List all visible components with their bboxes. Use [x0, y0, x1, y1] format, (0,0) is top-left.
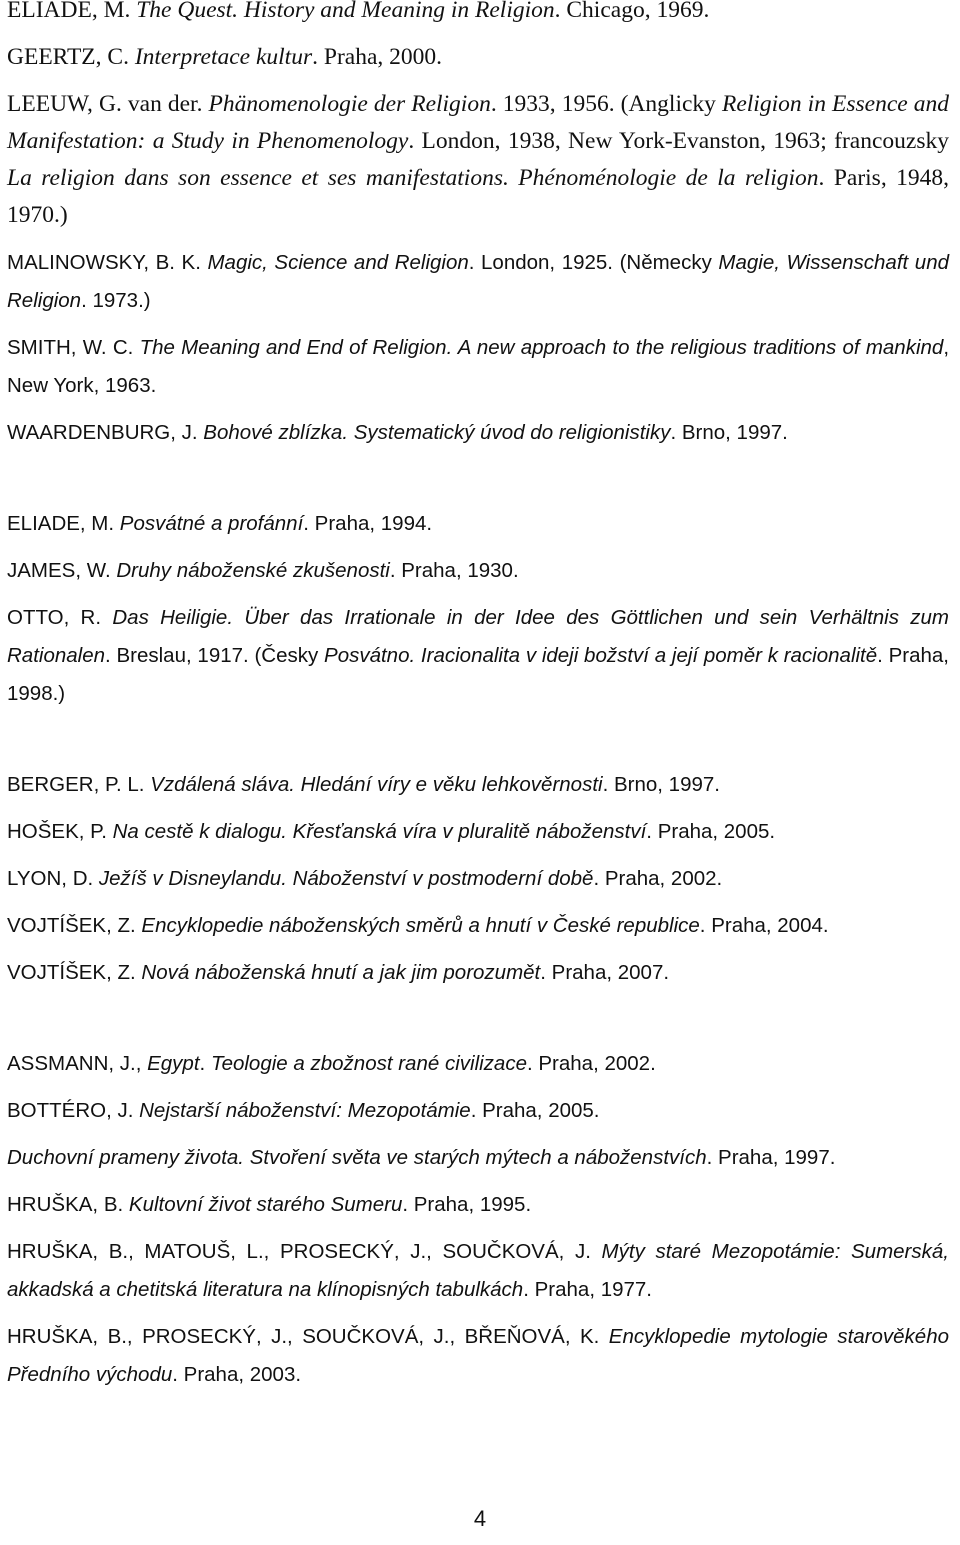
entry-title-italic: Ježíš v Disneylandu. Náboženství v postmoderní době — [98, 867, 594, 890]
entry-title-italic: Druhy náboženské zkušenosti — [116, 559, 390, 582]
group-separator — [7, 722, 949, 766]
entry-title-italic: Encyklopedie náboženských směrů a hnutí v České republice — [141, 914, 700, 937]
bibliography-entry — [7, 1092, 949, 1130]
entry-text: BOTTÉRO, J. — [7, 1099, 140, 1122]
entry-title-italic: Vzdálená sláva. Hledání víry e věku lehkověrnosti — [150, 773, 603, 796]
bibliography-entry — [7, 813, 949, 851]
entry-text: . Praha, 1997. — [706, 1146, 836, 1169]
entry-text: HRUŠKA, B. — [7, 1193, 129, 1216]
bibliography-entry — [7, 86, 949, 234]
entry-text: . Praha, 2002. — [526, 1052, 656, 1075]
bibliography-entry — [7, 860, 949, 898]
entry-text: . Praha, 1930. — [389, 559, 519, 582]
bibliography-group — [7, 1045, 949, 1394]
entry-title-italic: Encyklopedie mytologie starověkého Předního východu — [7, 1325, 950, 1386]
bibliography-entry — [7, 244, 949, 320]
entry-title-italic: Teologie a zbožnost rané civilizace — [210, 1052, 527, 1075]
entry-title-italic: Interpretace kultur — [134, 44, 313, 70]
entry-text: . Praha, 2007. — [540, 961, 670, 984]
entry-text: , New York, 1963. — [7, 336, 950, 397]
bibliography-entry — [7, 505, 949, 543]
entry-text: . Brno, 1997. — [670, 421, 788, 444]
entry-title-italic: Nejstarší náboženství: Mezopotámie — [139, 1099, 471, 1122]
entry-text: . 1973.) — [81, 289, 151, 312]
entry-title-italic: Phänomenologie der Religion — [208, 91, 491, 117]
bibliography-group — [7, 505, 949, 713]
entry-text: . Praha, 1977. — [523, 1278, 653, 1301]
entry-text: HRUŠKA, B., PROSECKÝ, J., SOUČKOVÁ, J., BŘEŇOVÁ, K. — [7, 1325, 609, 1348]
entry-text: . Brno, 1997. — [602, 773, 720, 796]
group-separator — [7, 461, 949, 505]
entry-text: WAARDENBURG, J. — [7, 421, 204, 444]
bibliography-entry — [7, 1233, 949, 1309]
entry-text: . Chicago, 1969. — [554, 0, 710, 23]
entry-text: LYON, D. — [7, 867, 99, 890]
entry-text: . 1933, 1956. (Anglicky — [490, 91, 722, 117]
entry-text: MALINOWSKY, B. K. — [7, 251, 208, 274]
entry-text: VOJTÍŠEK, Z. — [7, 961, 142, 984]
entry-text: . Paris, 1948, 1970.) — [7, 165, 950, 228]
entry-text: . London, 1938, New York-Evanston, 1963; francouzsky — [408, 128, 949, 154]
bibliography-entry — [7, 1045, 949, 1083]
entry-title-italic: Nová náboženská hnutí a jak jim porozumět — [141, 961, 541, 984]
entry-title-italic: Kultovní život starého Sumeru — [128, 1193, 403, 1216]
bibliography-entry — [7, 907, 949, 945]
entry-title-italic: Egypt — [147, 1052, 200, 1075]
bibliography-group — [7, 0, 949, 452]
bibliography-group — [7, 766, 949, 992]
entry-title-italic: The Meaning and End of Religion. A new approach to the religious traditions of mankind — [139, 336, 944, 359]
bibliography-entry — [7, 1318, 949, 1394]
entry-text: . Praha, 2003. — [172, 1363, 302, 1386]
entry-text: . Praha, 2005. — [470, 1099, 600, 1122]
bibliography-entry — [7, 1186, 949, 1224]
entry-text: LEEUW, G. van der. — [7, 91, 209, 117]
bibliography-entry — [7, 954, 949, 992]
entry-text: . Praha, 2002. — [593, 867, 723, 890]
entry-text: . Praha, 1995. — [402, 1193, 532, 1216]
entry-text: SMITH, W. C. — [7, 336, 140, 359]
bibliography-entry — [7, 414, 949, 452]
entry-text: . London, 1925. (Německy — [468, 251, 719, 274]
entry-text: . Praha, 1998.) — [7, 644, 950, 705]
entry-text: . Praha, 1994. — [303, 512, 433, 535]
entry-text: . Praha, 2004. — [699, 914, 829, 937]
entry-text: HOŠEK, P. — [7, 820, 113, 843]
entry-title-italic: Posvátno. Iracionalita v ideji božství a její poměr k racionalitě — [324, 644, 878, 667]
entry-text: JAMES, W. — [7, 559, 117, 582]
bibliography-entry — [7, 552, 949, 590]
bibliography-entry — [7, 0, 949, 29]
entry-text: . Praha, 2005. — [646, 820, 776, 843]
entry-text: . — [199, 1052, 211, 1075]
entry-title-italic: Magic, Science and Religion — [207, 251, 469, 274]
entry-text: GEERTZ, C. — [7, 44, 135, 70]
bibliography-entry — [7, 329, 949, 405]
entry-text: . Praha, 2000. — [312, 44, 443, 70]
entry-text: ASSMANN, J., — [7, 1052, 148, 1075]
entry-text: . Breslau, 1917. (Česky — [105, 644, 325, 667]
bibliography-entry — [7, 1139, 949, 1177]
entry-text: ELIADE, M. — [7, 0, 137, 23]
bibliography-page — [7, 0, 949, 1403]
entry-title-italic: Mýty staré Mezopotámie: Sumerská, akkadská a chetitská literatura na klínopisných tabulkách — [7, 1240, 949, 1301]
entry-title-italic: Magie, Wissenschaft und Religion — [7, 251, 949, 312]
page-number: 4 — [473, 1506, 487, 1531]
entry-title-italic: Religion in Essence and Manifestation: a Study in Phenomenology — [7, 91, 949, 154]
group-separator — [7, 1001, 949, 1045]
entry-title-italic: Na cestě k dialogu. Křesťanská víra v pluralitě náboženství — [112, 820, 647, 843]
entry-text: BERGER, P. L. — [7, 773, 151, 796]
entry-title-italic: Posvátné a profánní — [119, 512, 304, 535]
entry-text: HRUŠKA, B., MATOUŠ, L., PROSECKÝ, J., SOUČKOVÁ, J. — [7, 1240, 602, 1263]
bibliography-entry — [7, 766, 949, 804]
bibliography-entry — [7, 599, 949, 713]
entry-title-italic: La religion dans son essence et ses manifestations. Phénoménologie de la religion — [7, 165, 819, 191]
entry-title-italic: Das Heiligie. Über das Irrationale in der Idee des Göttlichen und sein Verhältnis zum Rationalen — [7, 606, 949, 667]
entry-title-italic: Bohové zblízka. Systematický úvod do religionistiky — [203, 421, 671, 444]
entry-title-italic: The Quest. History and Meaning in Religion — [136, 0, 555, 23]
entry-text: VOJTÍŠEK, Z. — [7, 914, 142, 937]
entry-text: OTTO, R. — [7, 606, 113, 629]
entry-title-italic: Duchovní prameny života. Stvoření světa ve starých mýtech a náboženstvích — [7, 1146, 707, 1169]
bibliography-entry — [7, 39, 949, 76]
entry-text: ELIADE, M. — [7, 512, 120, 535]
